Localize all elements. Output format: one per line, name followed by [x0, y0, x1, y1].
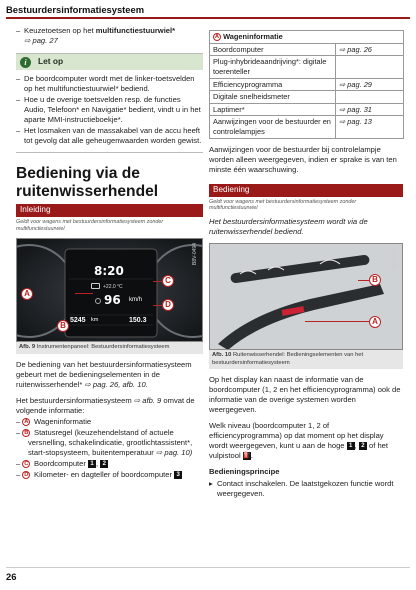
trip-value: 150.3 [129, 317, 147, 325]
instrument-panel-figure [16, 238, 203, 342]
body-paragraph: Het bestuurdersinformatiesysteem ⇨ afb. 9 omvat de volgende informatie: [16, 395, 195, 415]
odometer-unit: km [91, 317, 99, 324]
callout-line-d [153, 305, 162, 306]
table-row: Digitale snelheidsmeter [210, 91, 404, 104]
body-paragraph: De bediening van het bestuurdersinformatiesysteem gebeurt met de bedieningselementen in de ruitenwisserhendel* ⇨ pag. 26, afb. 10. [16, 359, 192, 389]
wiper-lever-illustration [210, 244, 403, 350]
page-ref[interactable]: ⇨ pag. 31 [339, 104, 372, 114]
principle-title: Bedieningsprincipe [209, 467, 280, 477]
callout-b: B [57, 320, 69, 332]
clock-display: 8:20 [94, 264, 124, 279]
fuel-pump-icon: ⛽ [243, 453, 251, 460]
figure-id: B8V-0032 [392, 248, 399, 270]
page-ref[interactable]: ⇨ pag. 27 [24, 36, 58, 46]
section-title: Bediening via de ruitenwisserhendel [16, 165, 159, 200]
page-ref[interactable]: ⇨ pag. 26, afb. 10. [84, 379, 148, 389]
page-ref[interactable]: ⇨ afb. 9 [133, 395, 162, 405]
subsection-applicability: Geldt voor wagens met bestuurdersinformatiesysteem zonder multifunctiestuurwiel [209, 198, 357, 212]
speed-value: 96 [104, 293, 121, 308]
page-header-title: Bestuurdersinformatiesysteem [6, 4, 145, 15]
table-row: Aanwijzingen voor de bestuurder en controlelampjes ⇨ pag. 13 [210, 116, 404, 138]
subsection-bar: Bediening [209, 184, 403, 197]
callout-line-a [75, 293, 93, 294]
table-header-row: A Wageninformatie [210, 31, 404, 44]
intro-italic: Het bestuurdersinformatiesysteem wordt via de ruitenwisserhendel bediend. [209, 217, 368, 237]
key-1-icon: 1 [88, 460, 96, 468]
callout-a: A [369, 316, 381, 328]
info-item-b: – B Statusregel (keuzehendelstand of actuele versnelling, schakelindicatie, grootlichtassistent*, start-stopsysteem, buitentemperatuur ⇨ pag. 10) [16, 428, 193, 458]
body-paragraph: Op het display kan naast de informatie van de boordcomputer (1, 2 en het efficiencyprogramma) ook de informatie van de overige systemen worden weergegeven. [209, 375, 401, 415]
callout-d: D [162, 299, 174, 311]
table-row: Plug-inhybrideaandrijving*: digitale toerenteller [210, 56, 404, 78]
car-icon [91, 283, 100, 289]
info-item-d: – D Kilometer- en dagteller of boordcomputer 3 [16, 470, 203, 480]
callout-a: A [21, 288, 33, 300]
note-item: – Het losmaken van de massakabel van de accu heeft tot gevolg dat alle geheugenwaarden worden gewist. [16, 126, 203, 146]
left-column [16, 26, 203, 480]
vehicle-info-table [209, 30, 404, 139]
right-column [209, 30, 403, 499]
step-arrow-icon: ▸ [209, 479, 213, 489]
note-box [16, 53, 203, 153]
intro-item: – Keuzetoetsen op het multifunctiestuurwiel* ⇨ pag. 27 [16, 26, 203, 46]
principle-step: ▸ Contact inschakelen. De laatstgekozen functie wordt weergegeven. [209, 479, 394, 499]
note-header [16, 54, 203, 70]
page-ref[interactable]: ⇨ pag. 10) [155, 448, 193, 458]
note-item: – De boordcomputer wordt met de linker-toetsvelden op het multifunctiestuurwiel* bediend. [16, 74, 203, 94]
odometer-value: 5245 [70, 317, 86, 325]
table-row: Efficiencyprogramma ⇨ pag. 29 [210, 78, 404, 91]
speed-unit: km/h [129, 297, 143, 304]
page-ref[interactable]: ⇨ pag. 26 [339, 44, 372, 54]
page-number: 26 [6, 571, 17, 582]
info-item-c: – C Boordcomputer 1 , 2 [16, 459, 203, 469]
callout-b: B [369, 274, 381, 286]
body-paragraph: Welk niveau (boordcomputer 1, 2 of efficiencyprogramma) op dat moment op het display wordt weergegeven, kunt u aan de hoge 1 , 2 of het vulpistool ⛽. [209, 421, 389, 461]
key-2-icon: 2 [100, 460, 108, 468]
page-ref[interactable]: ⇨ pag. 13 [339, 117, 372, 127]
key-3-icon: 3 [174, 471, 182, 479]
page-header [0, 0, 416, 22]
table-row: Laptimer* ⇨ pag. 31 [210, 103, 404, 116]
figure-caption: Afb. 9 Instrumentenpaneel: Bestuurdersinformatiesysteem [16, 342, 203, 354]
callout-line-c [153, 281, 162, 282]
info-item-a: – A Wageninformatie [16, 416, 92, 426]
subsection-applicability: Geldt voor wagens met bestuurdersinformatiesysteem zonder multifunctiestuurwiel [16, 218, 164, 232]
footer-rule [6, 567, 410, 568]
callout-line-b [358, 280, 369, 281]
subsection-bar: Inleiding [16, 204, 203, 217]
note-item: – Hoe u de overige toetsvelden resp. de functies Audio, Telefoon* en Navigatie* bedient, vindt u in het aparte MMI-instructieboekje*. [16, 95, 203, 125]
callout-line-a [305, 321, 369, 322]
page-ref[interactable]: ⇨ pag. 29 [339, 79, 372, 89]
note-title: Let op [38, 56, 64, 67]
info-icon: i [20, 57, 31, 68]
outside-temp: +22.0 °C [103, 284, 123, 291]
header-rule [6, 17, 410, 19]
body-paragraph: Aanwijzingen voor de bestuurder bij controlelampje worden alleen weergegeven, indien er sprake is van ten minste één waarschuwing. [209, 144, 397, 174]
wiper-lever-figure [209, 243, 403, 350]
key-2-icon: 2 [359, 442, 367, 450]
figure-caption: Afb. 10 Ruitenwisserhendel: Bedieningselementen van het bestuurdersinformatiesysteem [209, 350, 403, 369]
figure-id: B8V-0494 [192, 243, 199, 266]
callout-c: C [162, 275, 174, 287]
table-row: Boordcomputer ⇨ pag. 26 [210, 43, 404, 56]
key-1-icon: 1 [347, 442, 355, 450]
